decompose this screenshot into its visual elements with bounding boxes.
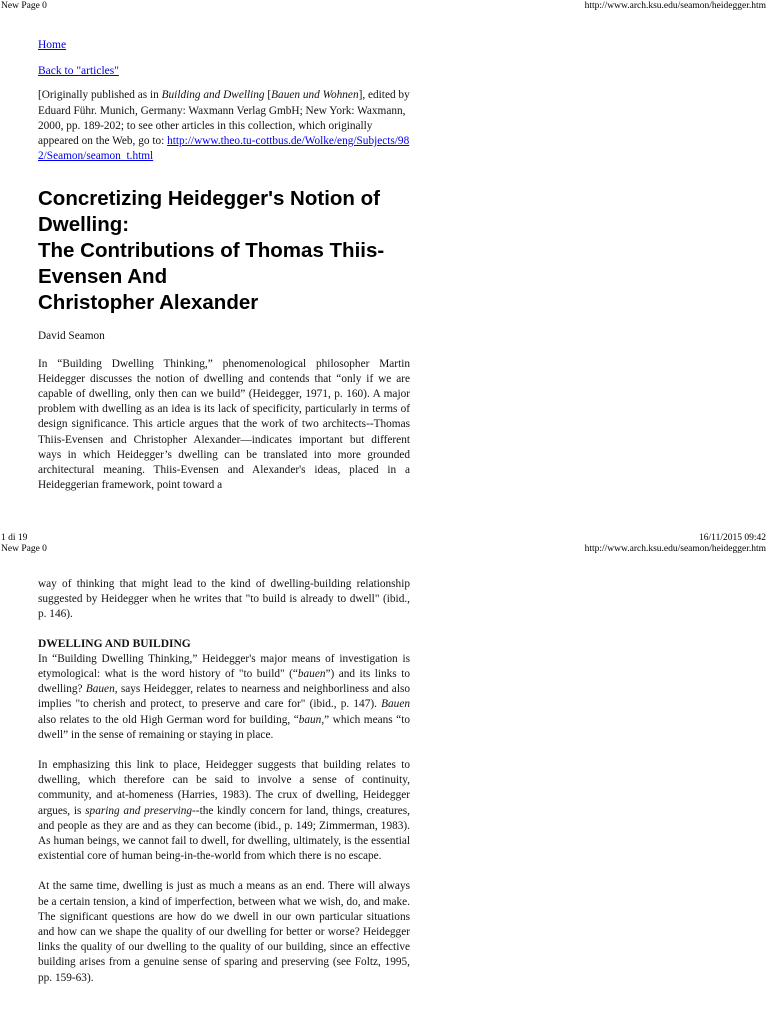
collection-link[interactable]: http://www.theo.tu-cottbus.de/Wolke/eng/Subjects/982/Seamon/seamon_t.html [38,135,410,163]
page2-content [38,577,410,986]
print-header-title: New Page 0 [1,544,47,554]
print-footer-page-number: 1 di 19 [1,533,28,543]
print-header-url: http://www.arch.ksu.edu/seamon/heidegger.htm [584,544,766,554]
article-title [38,186,410,316]
print-footer-datetime: 16/11/2015 09:42 [699,533,766,543]
body-paragraph: In “Building Dwelling Thinking,” Heidegger's major means of investigation is etymological: what is the word history of "to build" (“bauen”) and its links to dwelling? Bauen, says Heidegger, relates to nearness and neighborliness and also implies "to cherish and protect, to preserve and care for" (ibid., p. 147). Bauen also relates to the old High German word for building, “baun,” which means “to dwell” in the sense of remaining or staying in place. [38,652,411,741]
author: David Seamon [38,330,105,343]
back-to-articles-link[interactable]: Back to "articles" [38,65,119,78]
body-paragraph: In emphasizing this link to place, Heidegger suggests that building relates to dwelling, which therefore can be said to involve a sense of continuity, community, and at-homeness (Harries, 1983). The crux of dwelling, Heidegger argues, is sparing and preserving--the kindly concern for land, things, creatures, and people as they are and as they can become (ibid., p. 149; Zimmerman, 1983). As human beings, we cannot fail to dwell, for dwelling, ultimately, is the essential existential core of human being-in-the-world from which there is no escape. [38,759,411,863]
continuation-paragraph: way of thinking that might lead to the kind of dwelling-building relationship suggested by Heidegger when he writes that "to build is already to dwell" (ibid., p. 146). [38,578,410,621]
title-line-1: Concretizing Heidegger's Notion of Dwelling: [38,187,380,237]
book-title: Building and Dwelling [161,89,265,102]
title-line-3: Christopher Alexander [38,291,259,315]
abstract-paragraph: In “Building Dwelling Thinking,” phenomenological philosopher Martin Heidegger discusses the notion of dwelling and contends that “only if we are capable of dwelling, only then can we build” (Heidegger, 1971, p. 160). A major problem with dwelling as an idea is its lack of specificity, particularly in terms of design significance. This article argues that the work of two architects--Thomas Thiis-Evensen and Christopher Alexander—indicates important but different ways in which Heidegger’s dwelling can be translated into more grounded architectural meaning. Thiis-Evensen and Alexander's ideas, placed in a Heideggerian framework, point toward a [38,357,410,492]
print-header-title: New Page 0 [1,1,47,11]
page1-content [38,38,410,493]
publication-note: [Originally published as in Building and Dwelling [Bauen und Wohnen], edited by Eduard Führ. Munich, Germany: Waxmann Verlag GmbH; New York: Waxmann, 2000, pp. 189-202; to see other articles in this collection, which originally appeared on the Web, go to: http://www.theo.tu-cottbus.de/Wolke/eng/Subjects/982/Seamon/seamon_t.html [38,89,410,163]
title-line-2: The Contributions of Thomas Thiis-Evensen And [38,239,385,289]
home-link[interactable]: Home [38,39,67,51]
german-title: Bauen und Wohnen [271,89,359,102]
body-paragraph: At the same time, dwelling is just as much a means as an end. There will always be a certain tension, a kind of imperfection, between what we wish, do, and make. The significant questions are how do we dwell in our own particular situations and how can we shape the quality of our dwelling for better or worse? Heidegger links the quality of our dwelling to the quality of our building, since an effective building arises from a genuine sense of sparing and preserving (see Foltz, 1995, pp. 159-63). [38,880,410,984]
print-header-url: http://www.arch.ksu.edu/seamon/heidegger.htm [584,1,766,11]
section-heading: DWELLING AND BUILDING [38,637,191,650]
